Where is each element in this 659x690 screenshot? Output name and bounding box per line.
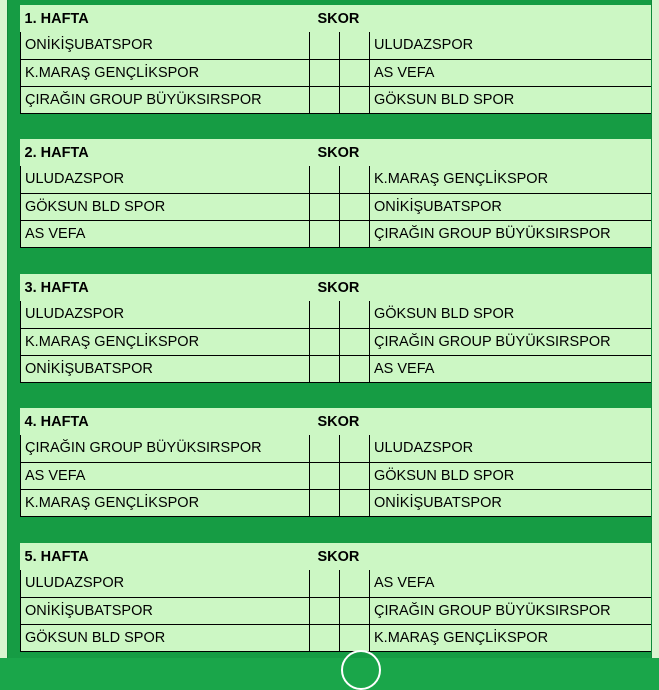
week-table-4 <box>20 408 652 517</box>
match-row <box>21 435 652 462</box>
home-team[interactable]: K.MARAŞ GENÇLİKSPOR <box>21 59 310 86</box>
away-score-cell[interactable] <box>340 462 370 489</box>
match-row <box>21 301 652 328</box>
home-team[interactable]: ONİKİŞUBATSPOR <box>21 597 310 624</box>
home-score-cell[interactable] <box>310 301 340 328</box>
home-team[interactable]: GÖKSUN BLD SPOR <box>21 193 310 220</box>
week-title: 1. HAFTA <box>24 10 89 27</box>
match-row <box>21 86 652 113</box>
home-team[interactable]: ONİKİŞUBATSPOR <box>21 355 310 382</box>
score-header: SKOR <box>317 413 360 430</box>
home-score-cell[interactable] <box>310 86 340 113</box>
away-team[interactable]: ÇIRAĞIN GROUP BÜYÜKSIRSPOR <box>370 597 652 624</box>
home-score-cell[interactable] <box>310 597 340 624</box>
away-team[interactable]: ÇIRAĞIN GROUP BÜYÜKSIRSPOR <box>370 220 652 247</box>
score-header: SKOR <box>317 10 360 27</box>
away-team[interactable]: GÖKSUN BLD SPOR <box>370 86 652 113</box>
match-row <box>21 328 652 355</box>
away-team[interactable]: GÖKSUN BLD SPOR <box>370 462 652 489</box>
away-score-cell[interactable] <box>340 220 370 247</box>
match-row <box>21 462 652 489</box>
away-score-cell[interactable] <box>340 59 370 86</box>
home-score-cell[interactable] <box>310 193 340 220</box>
away-team[interactable]: ULUDAZSPOR <box>370 32 652 59</box>
match-row <box>21 624 652 651</box>
home-score-cell[interactable] <box>310 32 340 59</box>
week-block-1 <box>20 5 651 113</box>
score-header: SKOR <box>317 548 360 565</box>
home-team[interactable]: ÇIRAĞIN GROUP BÜYÜKSIRSPOR <box>21 86 310 113</box>
home-team[interactable]: ULUDAZSPOR <box>21 166 310 193</box>
match-row <box>21 570 652 597</box>
home-score-cell[interactable] <box>310 355 340 382</box>
home-score-cell[interactable] <box>310 166 340 193</box>
match-row <box>21 193 652 220</box>
week-title: 5. HAFTA <box>24 548 89 565</box>
away-score-cell[interactable] <box>340 166 370 193</box>
week-block-4 <box>20 408 651 516</box>
week-block-2 <box>20 139 651 247</box>
home-score-cell[interactable] <box>310 570 340 597</box>
match-row <box>21 489 652 516</box>
home-team[interactable]: K.MARAŞ GENÇLİKSPOR <box>21 489 310 516</box>
match-row <box>21 59 652 86</box>
home-team[interactable]: AS VEFA <box>21 462 310 489</box>
week-table-1 <box>20 5 652 114</box>
away-score-cell[interactable] <box>340 193 370 220</box>
week-title: 2. HAFTA <box>24 144 89 161</box>
away-score-cell[interactable] <box>340 597 370 624</box>
home-team[interactable]: GÖKSUN BLD SPOR <box>21 624 310 651</box>
home-team[interactable]: ULUDAZSPOR <box>21 301 310 328</box>
away-score-cell[interactable] <box>340 32 370 59</box>
away-team[interactable]: ONİKİŞUBATSPOR <box>370 489 652 516</box>
home-indicator-icon <box>341 650 381 690</box>
home-score-cell[interactable] <box>310 624 340 651</box>
away-team[interactable]: GÖKSUN BLD SPOR <box>370 301 652 328</box>
score-header: SKOR <box>317 279 360 296</box>
away-score-cell[interactable] <box>340 489 370 516</box>
away-score-cell[interactable] <box>340 570 370 597</box>
week-title: 4. HAFTA <box>24 413 89 430</box>
away-team[interactable]: ULUDAZSPOR <box>370 435 652 462</box>
home-team[interactable]: ÇIRAĞIN GROUP BÜYÜKSIRSPOR <box>21 435 310 462</box>
match-row <box>21 166 652 193</box>
away-score-cell[interactable] <box>340 355 370 382</box>
week-table-5 <box>20 543 652 652</box>
fixture-sheet <box>8 0 651 658</box>
home-team[interactable]: AS VEFA <box>21 220 310 247</box>
week-table-3 <box>20 274 652 383</box>
right-gutter <box>651 0 659 658</box>
match-row <box>21 220 652 247</box>
week-block-5 <box>20 543 651 651</box>
away-score-cell[interactable] <box>340 435 370 462</box>
week-table-2 <box>20 139 652 248</box>
away-score-cell[interactable] <box>340 328 370 355</box>
away-score-cell[interactable] <box>340 301 370 328</box>
home-score-cell[interactable] <box>310 328 340 355</box>
left-gutter <box>0 0 8 658</box>
away-team[interactable]: AS VEFA <box>370 355 652 382</box>
home-team[interactable]: ONİKİŞUBATSPOR <box>21 32 310 59</box>
away-score-cell[interactable] <box>340 624 370 651</box>
score-header: SKOR <box>317 144 360 161</box>
away-team[interactable]: ÇIRAĞIN GROUP BÜYÜKSIRSPOR <box>370 328 652 355</box>
away-team[interactable]: AS VEFA <box>370 570 652 597</box>
away-score-cell[interactable] <box>340 86 370 113</box>
away-team[interactable]: K.MARAŞ GENÇLİKSPOR <box>370 166 652 193</box>
home-score-cell[interactable] <box>310 462 340 489</box>
week-title: 3. HAFTA <box>24 279 89 296</box>
match-row <box>21 32 652 59</box>
away-team[interactable]: ONİKİŞUBATSPOR <box>370 193 652 220</box>
away-team[interactable]: K.MARAŞ GENÇLİKSPOR <box>370 624 652 651</box>
match-row <box>21 597 652 624</box>
away-team[interactable]: AS VEFA <box>370 59 652 86</box>
home-team[interactable]: K.MARAŞ GENÇLİKSPOR <box>21 328 310 355</box>
home-team[interactable]: ULUDAZSPOR <box>21 570 310 597</box>
match-row <box>21 355 652 382</box>
week-block-3 <box>20 274 651 382</box>
home-score-cell[interactable] <box>310 489 340 516</box>
home-score-cell[interactable] <box>310 435 340 462</box>
home-score-cell[interactable] <box>310 59 340 86</box>
home-score-cell[interactable] <box>310 220 340 247</box>
